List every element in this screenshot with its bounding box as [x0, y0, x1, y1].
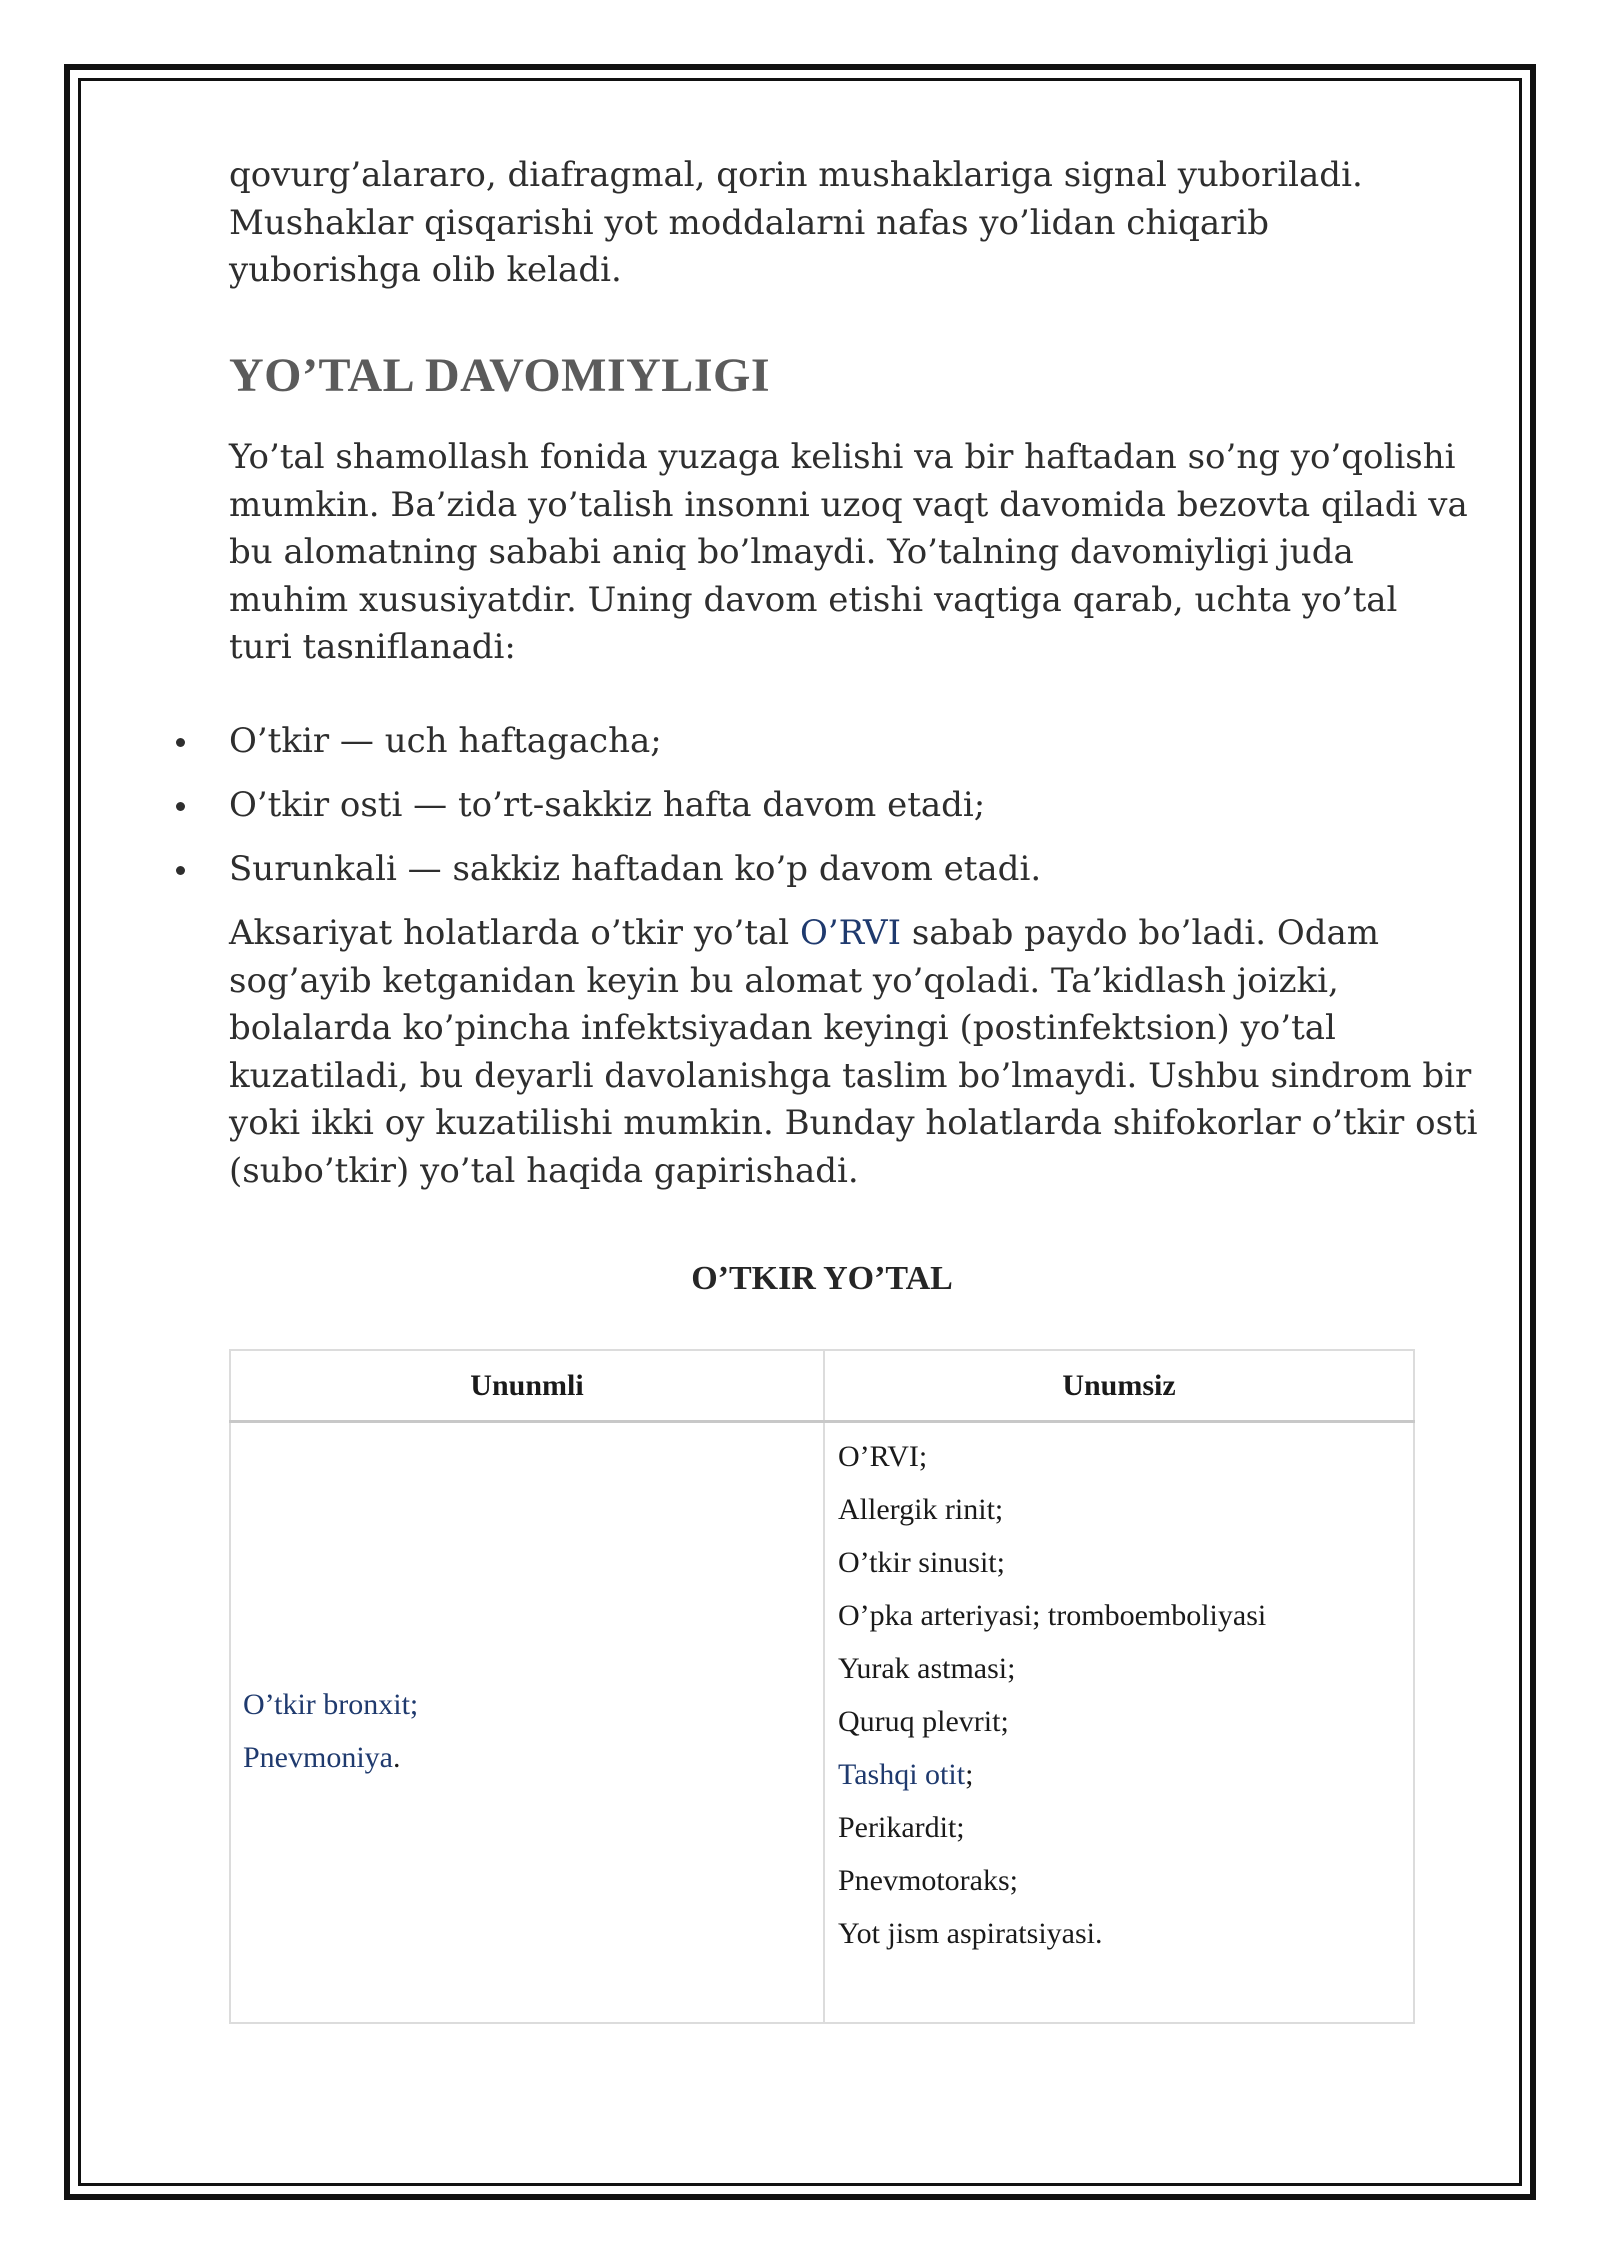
list-item [229, 846, 1469, 910]
list-item [229, 782, 1469, 846]
bullet-icon [176, 802, 185, 811]
list-item-text: O’tkir — uch haftagacha; [229, 721, 662, 761]
list-item: Quruq plevrit; [838, 1705, 1009, 1738]
list-item-text: Surunkali — sakkiz haftadan ko’p davom etadi. [229, 849, 1042, 889]
list-item: Perikardit; [838, 1811, 965, 1844]
table-header-row [230, 1350, 1414, 1422]
intro-paragraph: qovurg’alararo, diafragmal, qorin mushaklariga signal yuboriladi. Mushaklar qisqarishi yot moddalarni nafas yo’lidan chiqarib yuborishga olib keladi. [229, 155, 1363, 290]
duration-paragraph: Yo’tal shamollash fonida yuzaga kelishi va bir haftadan so’ng yo’qolishi mumkin. Ba’zida yo’talish insonni uzoq vaqt davomida bezovta qiladi va bu alomatning sababi aniq bo’lmaydi. Yo’talning davomiyligi juda muhim xususiyatdir. Uning davom etishi vaqtiga qarab, uchta yo’tal turi tasniflanadi: [229, 437, 1468, 667]
bullet-icon [176, 866, 185, 875]
table-title: O’TKIR YO’TAL [691, 1260, 953, 1297]
nonproductive-list [826, 1424, 1412, 1952]
table-row [230, 1422, 1414, 2024]
acute-text-start: Aksariyat holatlarda o’tkir yo’tal [229, 913, 800, 953]
list-item [838, 1756, 1400, 1793]
column-header-productive: Ununmli [230, 1350, 824, 1422]
list-item: O’pka arteriyasi; tromboemboliyasi [838, 1599, 1267, 1632]
list-item: O’tkir sinusit; [838, 1546, 1005, 1579]
list-item-text: O’tkir osti — to’rt-sakkiz hafta davom etadi; [229, 785, 986, 825]
list-item: Yurak astmasi; [838, 1652, 1016, 1685]
external-otitis-link[interactable]: Tashqi otit [838, 1758, 966, 1791]
column-header-nonproductive: Unumsiz [824, 1350, 1414, 1422]
list-item-suffix: ; [965, 1758, 974, 1791]
acute-paragraph [229, 910, 1489, 1195]
list-item: O’RVI; [838, 1440, 928, 1473]
list-item [229, 718, 1469, 782]
list-item [243, 1738, 418, 1791]
pneumonia-link[interactable]: Pnevmoniya [243, 1741, 393, 1774]
productive-cell [230, 1422, 824, 2024]
cough-types-list [229, 718, 1469, 910]
acute-cough-table [229, 1349, 1415, 2024]
list-item-suffix: . [393, 1741, 401, 1774]
acute-text-end: sabab paydo bo’ladi. Odam sog’ayib ketganidan keyin bu alomat yo’qoladi. Ta’kidlash joizki, bolalarda ko’pincha infektsiyadan keyingi (postinfektsion) yo’tal kuzatiladi, bu deyarli davolanishga taslim bo’lmaydi. Ushbu sindrom bir yoki ikki oy kuzatilishi mumkin. Bunday holatlarda shifokorlar o’tkir osti (subo’tkir) yo’tal haqida gapirishadi. [229, 913, 1478, 1191]
nonproductive-cell [824, 1422, 1414, 2024]
list-item: Pnevmotoraks; [838, 1864, 1018, 1897]
list-item: Yot jism aspiratsiyasi. [838, 1917, 1103, 1950]
bronchitis-link[interactable]: O’tkir bronxit; [243, 1688, 419, 1721]
section-heading: YO’TAL DAVOMIYLIGI [229, 349, 771, 402]
list-item: Allergik rinit; [838, 1493, 1004, 1526]
productive-list [243, 1685, 418, 1791]
orvi-link[interactable]: O’RVI [799, 913, 902, 953]
bullet-icon [176, 738, 185, 747]
